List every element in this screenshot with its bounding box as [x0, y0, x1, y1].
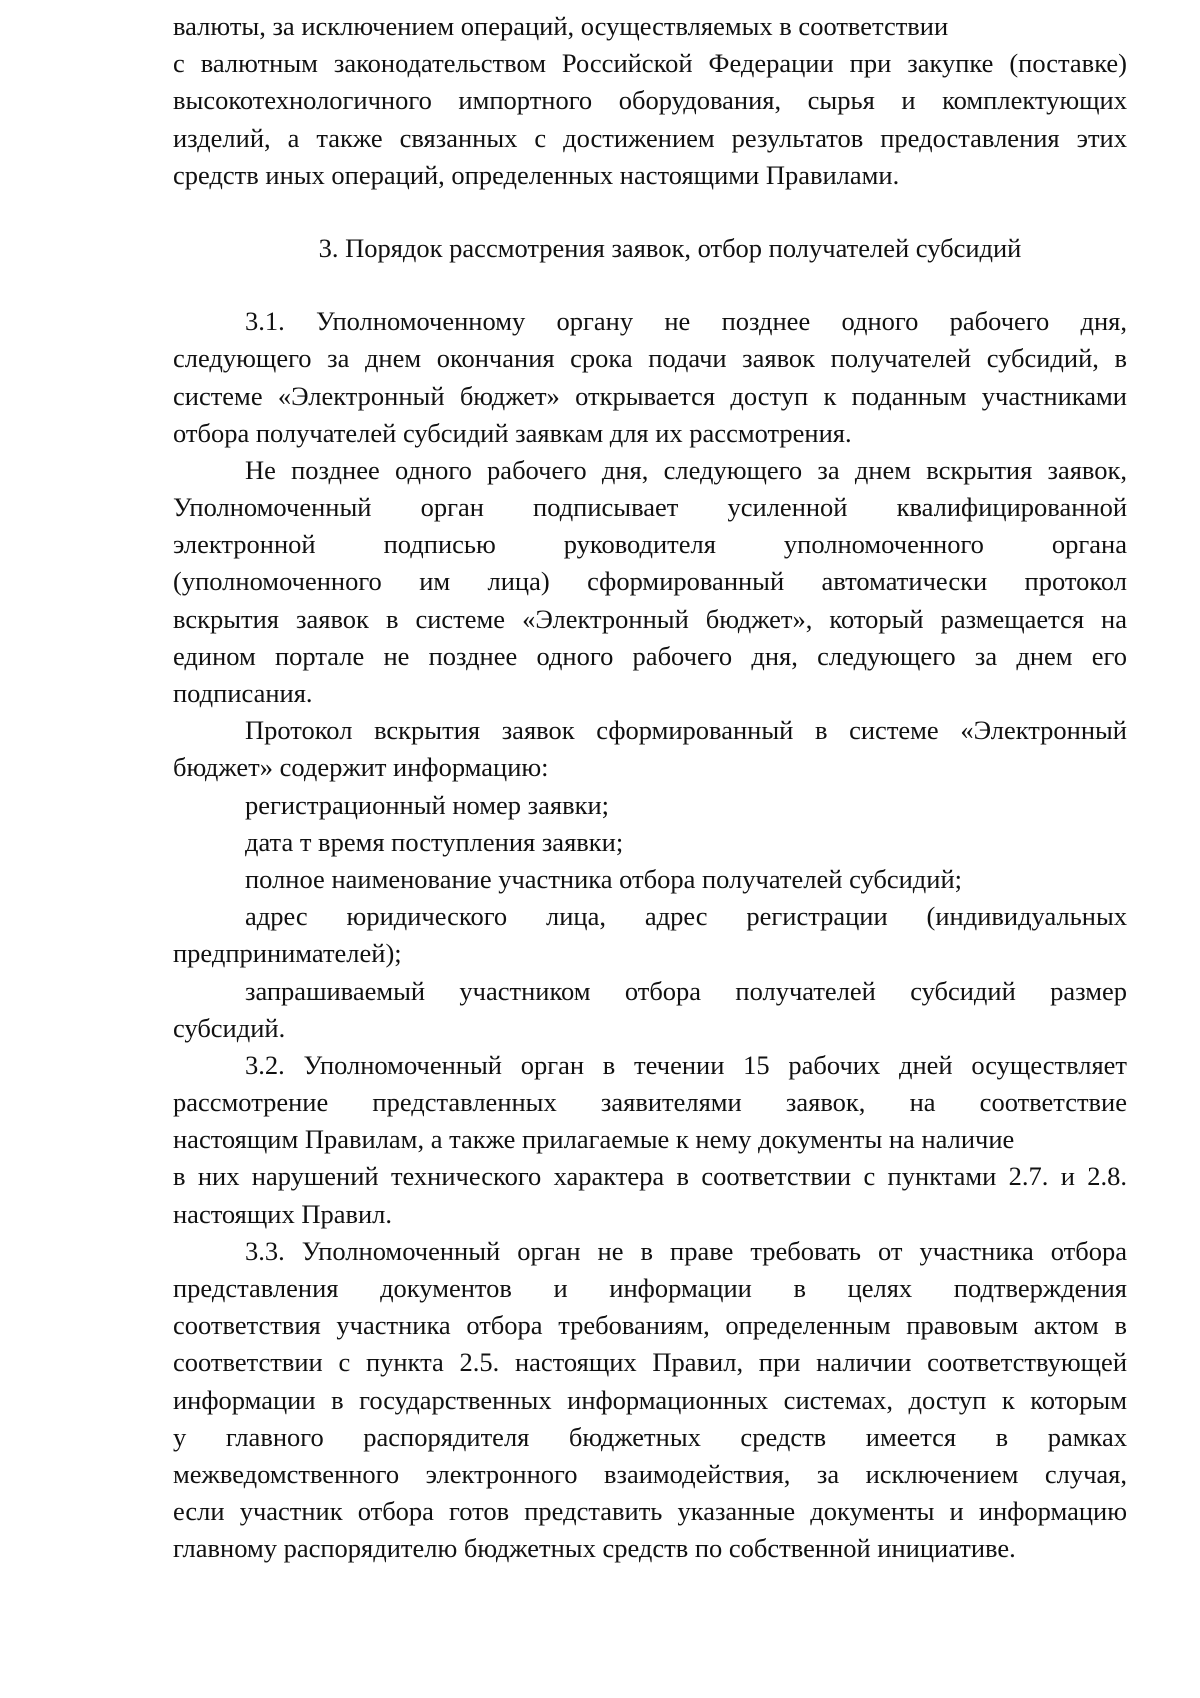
- list-item: регистрационный номер заявки;: [245, 789, 610, 820]
- text-line: запрашиваемый участником отбора получателей субсидий размер: [245, 975, 1127, 1006]
- spacer: [173, 194, 1127, 230]
- text-line: (уполномоченного им лица) сформированный автоматически протокол: [173, 566, 1127, 597]
- text-line: субсидий.: [173, 1012, 286, 1043]
- text-line: следующего за днем окончания срока подачи заявок получателей субсидий, в: [173, 343, 1127, 374]
- text-line: средств иных операций, определенных настоящими Правилами.: [173, 159, 900, 190]
- text-line: электронной подписью руководителя уполномоченного органа: [173, 529, 1127, 560]
- text-line: соответствия участника отбора требованиям, определенным правовым актом в: [173, 1310, 1127, 1341]
- paragraph-signing: [173, 452, 1127, 712]
- text-line: представления документов и информации в целях подтверждения: [173, 1273, 1127, 1303]
- text-line: 3.1. Уполномоченному органу не позднее одного рабочего дня,: [245, 306, 1127, 337]
- text-line: Протокол вскрытия заявок сформированный в системе «Электронный: [245, 715, 1127, 746]
- list-item: [173, 898, 1127, 972]
- text-line: Уполномоченный орган подписывает усиленной квалифицированной: [173, 492, 1127, 523]
- intro-paragraph: [173, 8, 1127, 194]
- text-line: изделий, а также связанных с достижением результатов предоставления этих: [173, 122, 1127, 153]
- list-item: [173, 973, 1127, 1047]
- text-line: Не позднее одного рабочего дня, следующего за днем вскрытия заявок,: [245, 454, 1127, 485]
- text-line: информации в государственных информационных системах, доступ к которым: [173, 1384, 1127, 1415]
- list-item: дата т время поступления заявки;: [245, 826, 624, 857]
- paragraph-3-3: [173, 1233, 1127, 1568]
- text-line: главному распорядителю бюджетных средств по собственной инициативе.: [173, 1533, 1016, 1564]
- text-line: 3.3. Уполномоченный орган не в праве требовать от участника отбора: [245, 1235, 1127, 1266]
- text-line: системе «Электронный бюджет» открывается доступ к поданным участниками: [173, 380, 1127, 411]
- text-line: отбора получателей субсидий заявкам для их рассмотрения.: [173, 417, 852, 448]
- text-line: валюты, за исключением операций, осуществляемых в соответствии: [173, 11, 949, 41]
- text-line: если участник отбора готов представить указанные документы и информацию: [173, 1496, 1127, 1527]
- text-line: адрес юридического лица, адрес регистрации (индивидуальных: [245, 901, 1127, 932]
- text-line: с валютным законодательством Российской Федерации при закупке (поставке): [173, 48, 1127, 79]
- list-item: полное наименование участника отбора получателей субсидий;: [245, 863, 963, 894]
- text-line: в них нарушений технического характера в соответствии с пунктами 2.7. и 2.8.: [173, 1161, 1127, 1192]
- text-line: предпринимателей);: [173, 938, 402, 969]
- text-line: бюджет» содержит информацию:: [173, 752, 549, 783]
- text-line: едином портале не позднее одного рабочего дня, следующего за днем его: [173, 640, 1127, 671]
- text-line: у главного распорядителя бюджетных средств имеется в рамках: [173, 1421, 1127, 1452]
- document-page: [173, 8, 1127, 1568]
- text-line: рассмотрение представленных заявителями заявок, на соответствие: [173, 1087, 1127, 1118]
- text-line: вскрытия заявок в системе «Электронный бюджет», который размещается на: [173, 603, 1127, 634]
- spacer: [173, 267, 1127, 303]
- text-line: настоящим Правилам, а также прилагаемые к нему документы на наличие: [173, 1124, 1015, 1155]
- text-line: межведомственного электронного взаимодействия, за исключением случая,: [173, 1458, 1127, 1489]
- text-line: 3.2. Уполномоченный орган в течении 15 рабочих дней осуществляет: [245, 1049, 1127, 1080]
- text-line: высокотехнологичного импортного оборудования, сырья и комплектующих: [173, 85, 1127, 116]
- text-line: подписания.: [173, 678, 313, 708]
- paragraph-3-1: [173, 303, 1127, 452]
- protocol-info-list: [173, 787, 1127, 1047]
- text-line: настоящих Правил.: [173, 1198, 393, 1229]
- paragraph-protocol: [173, 712, 1127, 786]
- paragraph-3-2: [173, 1047, 1127, 1233]
- section-heading: 3. Порядок рассмотрения заявок, отбор получателей субсидий: [318, 232, 1022, 263]
- text-line: соответствии с пункта 2.5. настоящих Правил, при наличии соответствующей: [173, 1347, 1127, 1378]
